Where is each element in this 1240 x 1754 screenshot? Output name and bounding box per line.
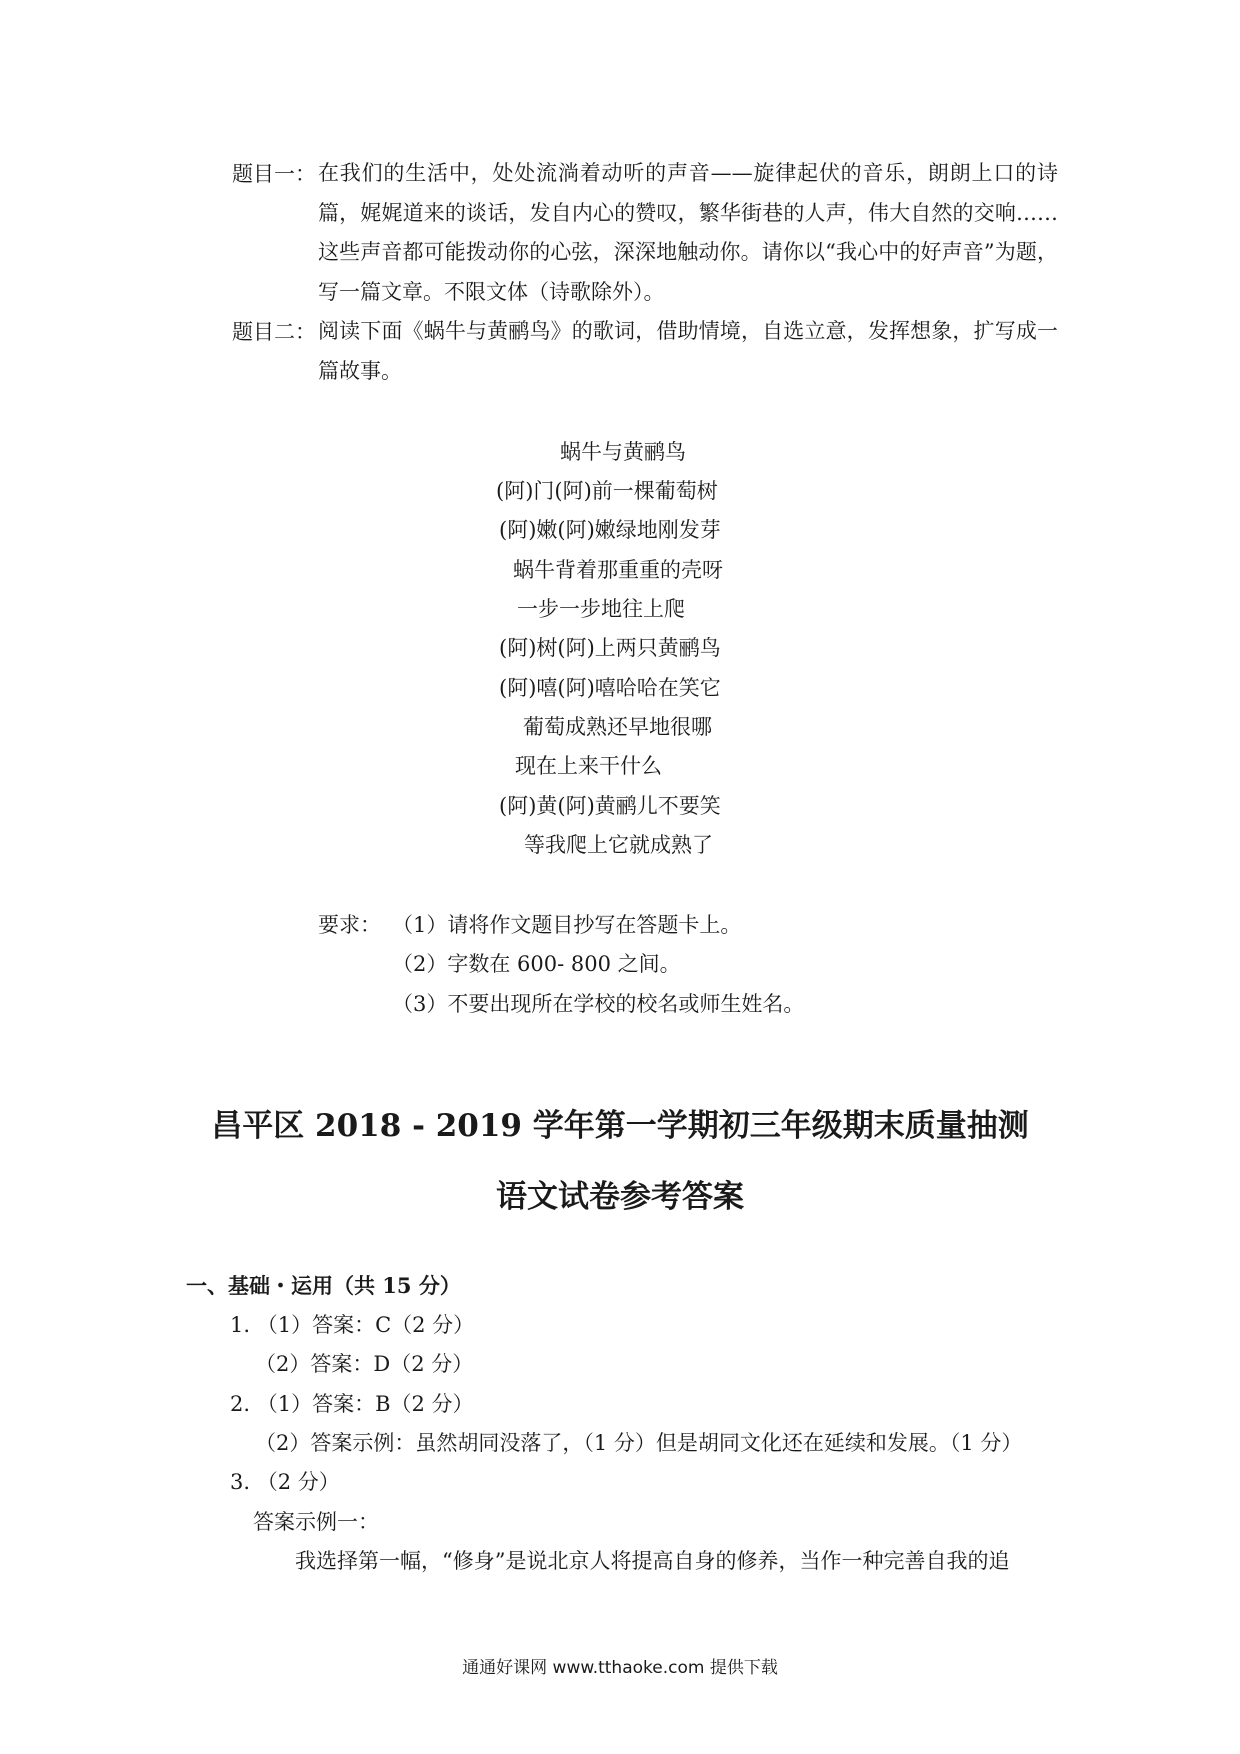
poem-line: 等我爬上它就成熟了 [524,833,713,857]
answer-q1-1: 1. （1）答案：C（2 分） [230,1313,475,1337]
topic2-text: 阅读下面《蜗牛与黄鹂鸟》的歌词，借助情境，自选立意，发挥想象，扩写成一篇故事。 [318,319,1058,383]
requirements-label: 要求： [318,913,381,937]
topic1-text: 在我们的生活中，处处流淌着动听的声音——旋律起伏的音乐，朗朗上口的诗篇，娓娓道来的谈话，发自内心的赞叹，繁华街巷的人声，伟大自然的交响……这些声音都可能拨动你的心弦，深深地触动你。请你以“我心中的好声音”为题，写一篇文章。不限文体（诗歌除外）。 [318,161,1058,304]
requirement-item: （2）字数在 600- 800 之间。 [392,952,681,976]
answer-key-subtitle: 语文试卷参考答案 [496,1179,744,1215]
topic2-label: 题目二： [232,320,316,344]
answer-q2-1: 2. （1）答案：B（2 分） [230,1392,474,1416]
poem-line: 一步一步地往上爬 [517,597,685,621]
poem-line: 现在上来干什么 [515,754,662,778]
poem-line: 蜗牛背着那重重的壳呀 [513,558,723,582]
poem-line: (阿)嘻(阿)嘻哈哈在笑它 [499,676,721,700]
answer-q3-example-text: 我选择第一幅，“修身”是说北京人将提高自身的修养，当作一种完善自我的追 [295,1549,1010,1573]
answer-q2-2: （2）答案示例：虽然胡同没落了，（1 分）但是胡同文化还在延续和发展。（1 分） [255,1431,1023,1455]
answer-q3-example-label: 答案示例一： [253,1510,379,1534]
poem-line: (阿)嫩(阿)嫩绿地刚发芽 [499,518,721,542]
requirement-item: （3）不要出现所在学校的校名或师生姓名。 [392,992,805,1016]
page-footer: 通通好课网 www.tthaoke.com 提供下载 [462,1658,778,1678]
poem-line: (阿)黄(阿)黄鹂儿不要笑 [499,794,721,818]
section1-heading: 一、基础・运用（共 15 分） [186,1273,461,1298]
poem-title: 蜗牛与黄鹂鸟 [560,440,686,464]
topic1-label: 题目一： [232,162,316,186]
poem-line: 葡萄成熟还早地很哪 [523,715,712,739]
poem-line: (阿)树(阿)上两只黄鹂鸟 [499,636,721,660]
answer-q3: 3. （2 分） [230,1470,340,1494]
poem-line: (阿)门(阿)前一棵葡萄树 [496,479,718,503]
requirement-item: （1）请将作文题目抄写在答题卡上。 [392,913,742,937]
answer-q1-2: （2）答案：D（2 分） [255,1352,474,1376]
answer-key-title: 昌平区 2018 - 2019 学年第一学期初三年级期末质量抽测 [211,1108,1029,1144]
